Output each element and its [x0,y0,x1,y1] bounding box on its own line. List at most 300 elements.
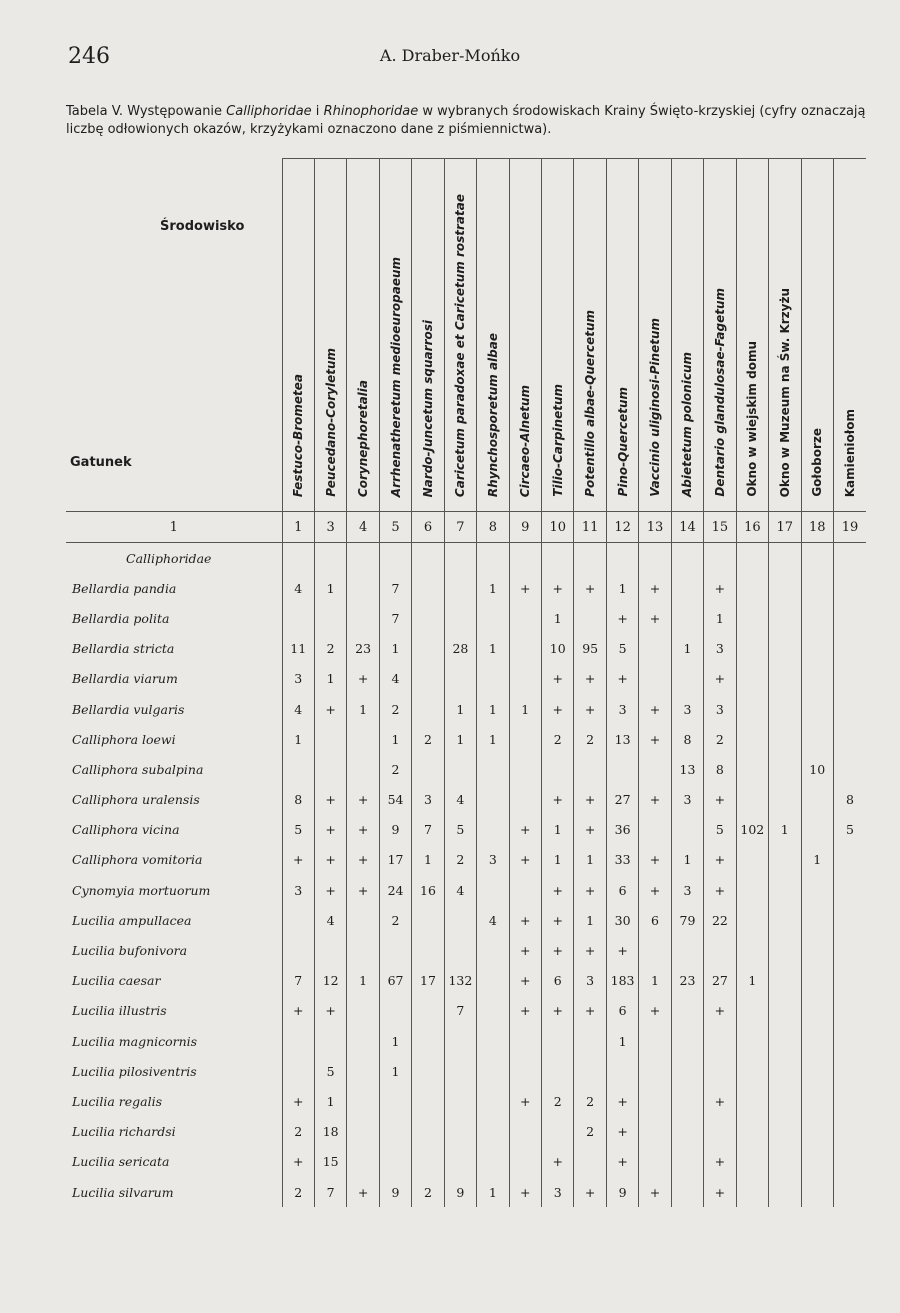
column-number: 17 [769,512,801,543]
table-cell [736,664,768,694]
table-cell [282,754,314,784]
species-name: Calliphora loewi [72,731,176,747]
empty-cell [671,543,703,574]
table-cell [639,815,671,845]
table-cell [833,996,866,1026]
table-cell [477,1026,509,1056]
table-cell [444,935,476,965]
table-cell [704,1117,736,1147]
table-row [66,724,866,754]
table-row [66,573,866,603]
table-cell [769,905,801,935]
column-header-label: Festuco-Brometea [291,373,306,497]
table-cell: + [574,935,606,965]
table-cell [639,634,671,664]
table-cell: + [574,694,606,724]
table-row [66,634,866,664]
table-cell [477,785,509,815]
table-cell [444,603,476,633]
table-cell: + [574,875,606,905]
table-cell [671,935,703,965]
table-cell: + [347,845,379,875]
table-cell [282,905,314,935]
table-cell: 17 [379,845,411,875]
table-cell: + [606,935,638,965]
table-cell [282,935,314,965]
table-cell [509,1056,541,1086]
column-header-label: Rhynchosporetum albae [485,332,500,497]
table-cell [639,1117,671,1147]
table-cell: 3 [671,694,703,724]
table-row [66,966,866,996]
corner-label-species: Gatunek [70,455,132,470]
table-cell: 27 [704,966,736,996]
table-cell: + [639,694,671,724]
table-cell: 22 [704,905,736,935]
species-name: Lucilia caesar [72,973,161,989]
table-cell: 24 [379,875,411,905]
table-cell: 1 [606,573,638,603]
table-cell [639,1086,671,1116]
table-cell: 27 [606,785,638,815]
table-cell [736,573,768,603]
table-cell [639,1026,671,1056]
species-name: Lucilia magnicornis [72,1033,198,1049]
table-cell [671,603,703,633]
table-cell [769,724,801,754]
species-name: Lucilia illustris [72,1003,167,1019]
table-cell [347,573,379,603]
column-header [444,159,476,512]
table-cell: 5 [606,634,638,664]
table-cell: 7 [412,815,444,845]
table-cell [833,603,866,633]
table-cell [509,724,541,754]
table-cell: 1 [671,845,703,875]
caption-text-c: i [311,104,324,119]
species-name: Lucilia regalis [72,1093,163,1109]
table-cell [801,1056,833,1086]
table-cell [736,1117,768,1147]
table-cell [736,634,768,664]
table-cell [801,573,833,603]
table-row [66,905,866,935]
table-cell [574,1056,606,1086]
species-name: Bellardia polita [72,610,170,626]
table-cell [833,1177,866,1207]
table-cell: 4 [477,905,509,935]
table-row [66,1056,866,1086]
table-cell: + [639,845,671,875]
table-cell [801,1177,833,1207]
table-row [66,845,866,875]
table-cell [542,754,574,784]
table-cell [379,1086,411,1116]
column-header-label: Potentillo albae-Quercetum [583,310,598,497]
table-cell [477,1056,509,1086]
table-cell: 2 [574,1117,606,1147]
empty-cell [379,543,411,574]
table-cell: 2 [574,1086,606,1116]
table-cell [314,935,346,965]
table-cell: 1 [444,724,476,754]
table-cell [509,1147,541,1177]
table-cell [314,1026,346,1056]
table-cell [314,603,346,633]
family-label: Calliphoridae [126,550,212,566]
table-cell: 30 [606,905,638,935]
table-cell [736,785,768,815]
species-name: Lucilia pilosiventris [72,1063,197,1079]
table-cell: 16 [412,875,444,905]
table-cell [833,634,866,664]
table-cell: + [574,1177,606,1207]
column-header-label: Abietetum polonicum [680,352,695,497]
table-cell: 23 [671,966,703,996]
table-cell: 2 [379,754,411,784]
table-cell [671,1026,703,1056]
table-cell [801,1147,833,1177]
table-cell: 3 [477,845,509,875]
table-cell [444,1086,476,1116]
table-cell [769,694,801,724]
table-cell: 33 [606,845,638,875]
table-cell [347,1117,379,1147]
table-cell [833,1086,866,1116]
empty-cell [574,543,606,574]
table-cell: 3 [704,634,736,664]
column-header-label: Pino-Quercetum [615,387,630,497]
table-cell [736,1056,768,1086]
table-row [66,785,866,815]
table-cell: 6 [639,905,671,935]
empty-cell [444,543,476,574]
table-cell: 1 [379,1056,411,1086]
table-cell [769,1117,801,1147]
table-cell: 2 [412,724,444,754]
table-cell: 1 [801,845,833,875]
column-header [736,159,768,512]
column-header-label: Vaccinio uliginosi-Pinetum [648,318,663,497]
table-cell [477,664,509,694]
table-cell [379,935,411,965]
table-cell: + [606,603,638,633]
table-cell: 5 [833,815,866,845]
table-cell: 1 [736,966,768,996]
table-cell: + [314,785,346,815]
table-cell: 2 [412,1177,444,1207]
table-cell [639,1147,671,1177]
table-cell: 67 [379,966,411,996]
table-cell [801,1026,833,1056]
column-number: 1 [66,512,282,543]
table-cell: 183 [606,966,638,996]
column-number: 6 [412,512,444,543]
table-cell: + [314,815,346,845]
empty-cell [347,543,379,574]
table-cell [833,724,866,754]
table-cell [509,785,541,815]
column-header-label: Nardo-Juncetum squarrosi [420,319,435,497]
species-name: Cynomyia mortuorum [72,882,211,898]
table-cell: 2 [542,724,574,754]
table-cell: 4 [379,664,411,694]
table-cell: 1 [704,603,736,633]
table-cell [833,966,866,996]
column-header [412,159,444,512]
table-cell [671,1117,703,1147]
table-cell: 1 [347,694,379,724]
family-row [66,543,866,574]
table-cell [736,724,768,754]
table-cell: 36 [606,815,638,845]
column-header-label: Circaeo-Alnetum [518,384,533,497]
table-cell [704,1026,736,1056]
table-cell: 12 [314,966,346,996]
column-number: 8 [477,512,509,543]
table-cell: 1 [542,603,574,633]
table-cell [801,785,833,815]
table-cell: + [704,845,736,875]
table-cell [574,603,606,633]
table-row [66,754,866,784]
table-cell: 3 [282,664,314,694]
table-cell [736,996,768,1026]
table-cell: + [542,1147,574,1177]
table-cell [833,1026,866,1056]
species-name: Calliphora uralensis [72,792,200,808]
table-cell [282,1056,314,1086]
table-cell [444,573,476,603]
species-name: Lucilia bufonivora [72,943,188,959]
table-cell: + [542,996,574,1026]
table-cell [639,935,671,965]
table-cell: + [347,815,379,845]
table-cell: + [704,1177,736,1207]
column-number: 13 [639,512,671,543]
column-header [477,159,509,512]
table-cell: + [639,996,671,1026]
table-cell: 3 [412,785,444,815]
table-cell [347,935,379,965]
page-number: 246 [68,44,110,69]
table-cell: + [574,996,606,1026]
table-cell: + [509,845,541,875]
table-cell [509,754,541,784]
table-cell: + [704,785,736,815]
table-cell: 3 [282,875,314,905]
column-header-label: Arrhenatheretum medioeuropaeum [388,256,403,497]
column-number: 7 [444,512,476,543]
table-cell: + [347,785,379,815]
table-body [66,543,866,1208]
table-cell [736,875,768,905]
column-header [282,159,314,512]
table-cell: + [542,875,574,905]
table-cell: + [542,905,574,935]
table-cell [412,664,444,694]
species-name: Calliphora vomitoria [72,852,203,868]
table-cell: 18 [314,1117,346,1147]
table-cell: 3 [574,966,606,996]
table-cell: 1 [574,845,606,875]
species-name: Bellardia stricta [72,641,175,657]
table-cell [671,664,703,694]
table-cell: + [606,1147,638,1177]
table-cell [347,996,379,1026]
caption-text-a: Tabela V. Występowanie [66,104,227,119]
table-cell: 2 [542,1086,574,1116]
table-cell: 6 [606,875,638,905]
table-cell: 1 [379,1026,411,1056]
table-cell: + [639,785,671,815]
table-cell: 1 [282,724,314,754]
species-name: Calliphora subalpina [72,761,204,777]
table-cell [477,1147,509,1177]
table-cell: 6 [542,966,574,996]
column-header [314,159,346,512]
species-table [66,158,866,1207]
empty-cell [477,543,509,574]
table-cell [379,1147,411,1177]
table-row [66,935,866,965]
table-cell: 7 [282,966,314,996]
table-cell: + [542,935,574,965]
table-cell [606,754,638,784]
empty-cell [542,543,574,574]
empty-cell [412,543,444,574]
table-cell [509,1026,541,1056]
table-cell [833,754,866,784]
table-cell: + [347,1177,379,1207]
table-cell: + [509,815,541,845]
table-cell [833,694,866,724]
table-cell: 132 [444,966,476,996]
table-cell: 4 [444,785,476,815]
column-number: 3 [314,512,346,543]
table-cell: + [314,996,346,1026]
table-cell: 13 [606,724,638,754]
table-row [66,996,866,1026]
table-cell: + [509,905,541,935]
table-cell [769,785,801,815]
column-header-label: Caricetum paradoxae et Caricetum rostratae [453,193,468,497]
table-cell: + [542,694,574,724]
table-cell [444,664,476,694]
table-cell: 9 [379,1177,411,1207]
table-cell: 3 [671,785,703,815]
table-cell: + [574,785,606,815]
table-cell: 2 [574,724,606,754]
empty-cell [639,543,671,574]
column-header [704,159,736,512]
table-cell [769,996,801,1026]
table-cell: + [282,845,314,875]
column-number: 10 [542,512,574,543]
table-row [66,1086,866,1116]
table-cell [477,1117,509,1147]
table-cell: 1 [314,1086,346,1116]
table-row [66,1026,866,1056]
table-cell: 1 [542,845,574,875]
table-cell: + [606,1086,638,1116]
table-cell: 1 [477,573,509,603]
table-cell [801,1086,833,1116]
table-cell [801,996,833,1026]
column-header-row [66,159,866,512]
table-cell [282,1026,314,1056]
table-cell: 1 [542,815,574,845]
table-cell [671,996,703,1026]
table-cell: 54 [379,785,411,815]
table-cell: + [314,694,346,724]
empty-cell [509,543,541,574]
table-cell: + [542,573,574,603]
table-cell [639,1056,671,1086]
table-cell: 5 [704,815,736,845]
table-cell: + [704,1086,736,1116]
table-cell [347,1056,379,1086]
table-cell: 2 [282,1177,314,1207]
table-cell [801,905,833,935]
table-cell: + [639,1177,671,1207]
table-cell: 3 [606,694,638,724]
table-cell [769,1056,801,1086]
column-header-label: Dentario glandulosae-Fagetum [712,288,727,497]
table-cell [833,664,866,694]
table-cell: 2 [379,905,411,935]
table-cell: 3 [704,694,736,724]
table-cell [833,1117,866,1147]
table-cell [801,694,833,724]
species-name: Lucilia ampullacea [72,912,192,928]
table-cell: 28 [444,634,476,664]
table-cell [801,875,833,905]
column-header [769,159,801,512]
table-cell: 4 [444,875,476,905]
table-cell: 4 [282,694,314,724]
table-cell: 1 [574,905,606,935]
column-number: 1 [282,512,314,543]
table-cell: 5 [444,815,476,845]
table-cell: + [704,664,736,694]
table-cell [736,935,768,965]
table-cell [574,754,606,784]
empty-cell [314,543,346,574]
table-cell [412,1026,444,1056]
table-cell [639,664,671,694]
table-cell [477,935,509,965]
table-cell [736,1177,768,1207]
table-cell: + [574,815,606,845]
table-cell [769,966,801,996]
table-cell [736,1086,768,1116]
table-cell: 1 [314,573,346,603]
table-row [66,875,866,905]
table-cell: + [509,1086,541,1116]
table-cell [736,603,768,633]
column-number: 18 [801,512,833,543]
table-cell: + [347,664,379,694]
table-cell [444,1026,476,1056]
species-name: Lucilia sericata [72,1154,170,1170]
table-cell [542,1117,574,1147]
table-cell: 1 [639,966,671,996]
table-row [66,603,866,633]
table-cell: 23 [347,634,379,664]
table-cell: 7 [444,996,476,1026]
table-cell: + [606,1117,638,1147]
